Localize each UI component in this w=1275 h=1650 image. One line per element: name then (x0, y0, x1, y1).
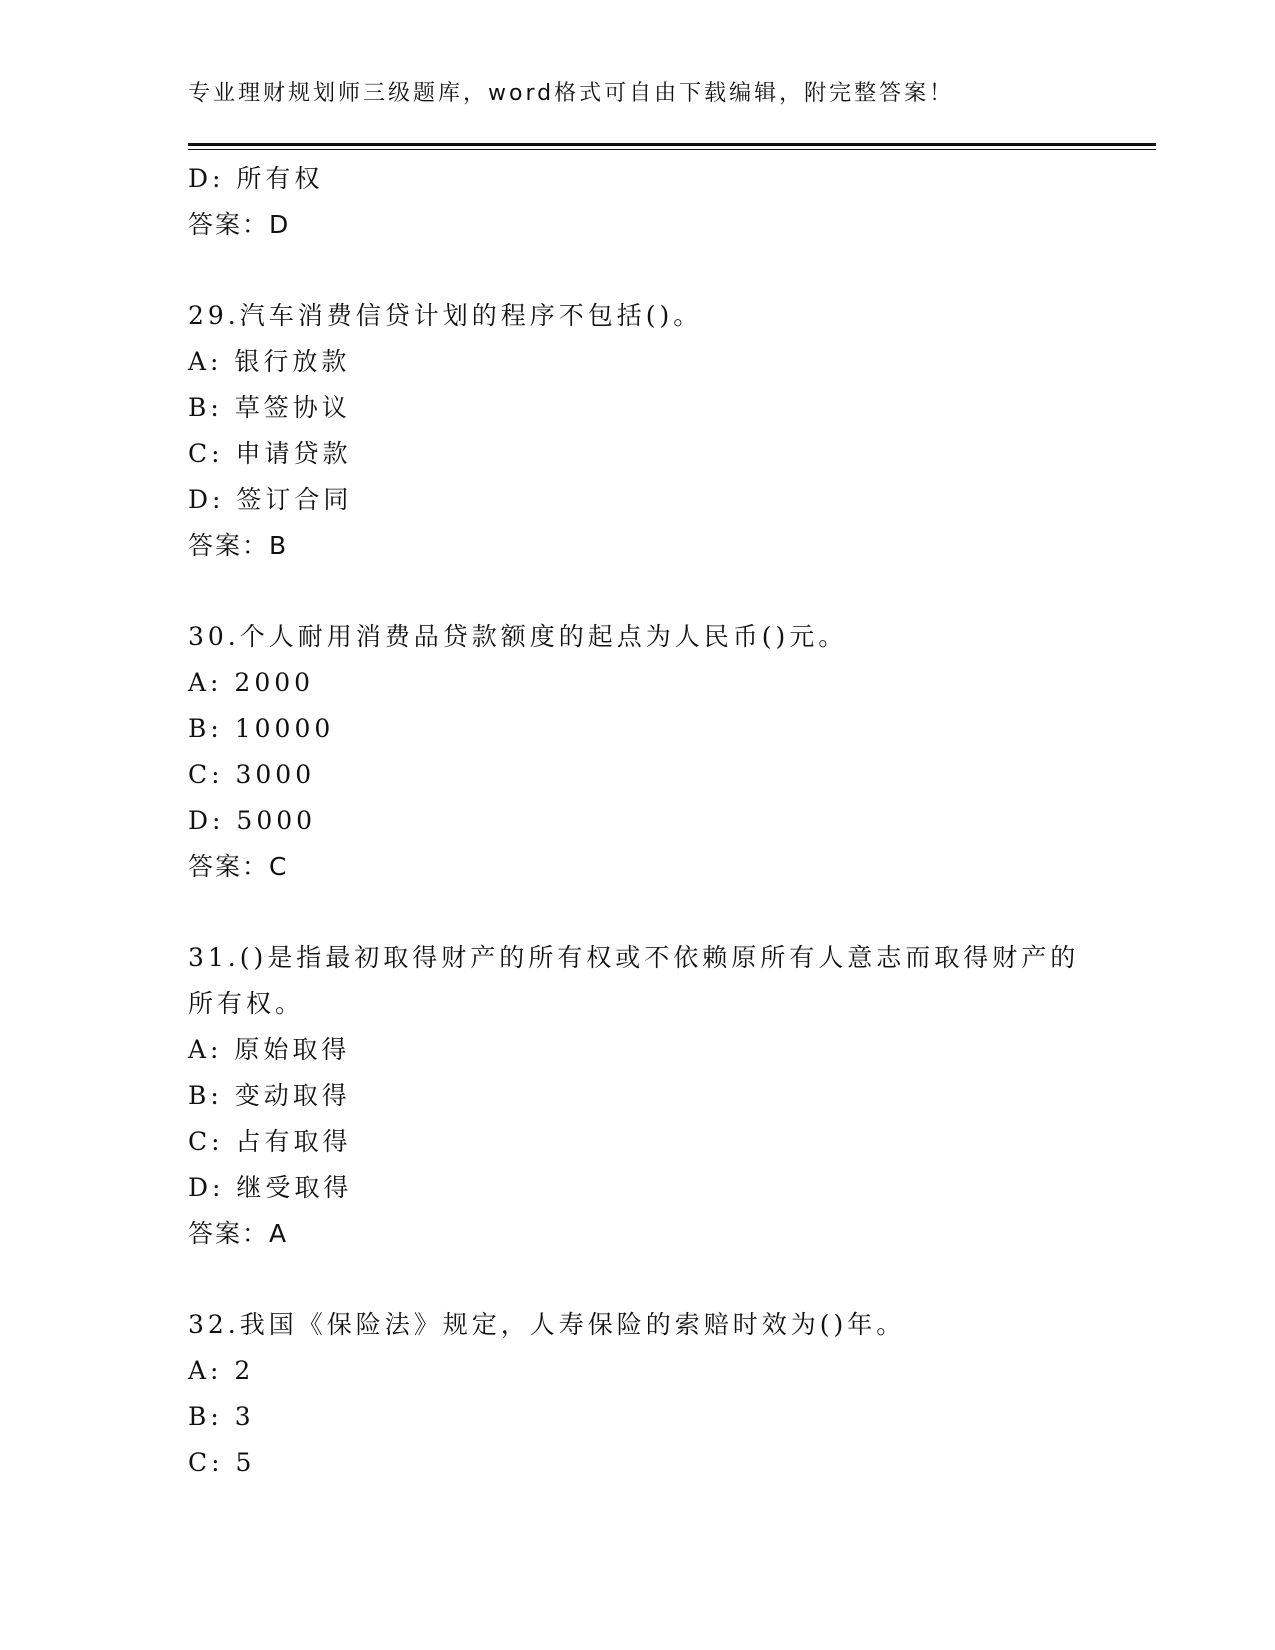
answer-line: 答案：B (188, 531, 289, 560)
question-stem: 29.汽车消费信贷计划的程序不包括()。 (188, 301, 703, 330)
option-d: D: 所有权 (188, 164, 324, 193)
question-stem: 32.我国《保险法》规定，人寿保险的索赔时效为()年。 (188, 1310, 906, 1339)
option-a: A: 原始取得 (188, 1035, 351, 1064)
option-d: D: 继受取得 (188, 1173, 353, 1202)
option-a: A: 2000 (188, 668, 315, 697)
option-b: B: 3 (188, 1402, 255, 1431)
option-c: C: 3000 (188, 760, 316, 789)
option-c: C: 申请贷款 (188, 439, 352, 468)
option-b: B: 草签协议 (188, 393, 351, 422)
question-stem-line1: 31.()是指最初取得财产的所有权或不依赖原所有人意志而取得财产的 (188, 943, 1080, 972)
question-stem-line2: 所有权。 (188, 989, 305, 1018)
option-b: B: 10000 (188, 714, 335, 743)
page-header: 专业理财规划师三级题库，word格式可自由下载编辑，附完整答案！ (188, 81, 955, 106)
option-b: B: 变动取得 (188, 1081, 351, 1110)
option-a: A: 2 (188, 1356, 255, 1385)
option-c: C: 5 (188, 1448, 256, 1477)
option-d: D: 5000 (188, 806, 317, 835)
header-rule-thin (188, 149, 1156, 150)
answer-line: 答案：C (188, 852, 289, 881)
question-list (188, 156, 1156, 1486)
option-d: D: 签订合同 (188, 485, 353, 514)
header-rule-thick (188, 143, 1156, 146)
option-c: C: 占有取得 (188, 1127, 352, 1156)
answer-line: 答案：A (188, 1219, 289, 1248)
option-a: A: 银行放款 (188, 347, 351, 376)
question-stem: 30.个人耐用消费品贷款额度的起点为人民币()元。 (188, 622, 848, 651)
answer-line: 答案：D (188, 210, 291, 239)
